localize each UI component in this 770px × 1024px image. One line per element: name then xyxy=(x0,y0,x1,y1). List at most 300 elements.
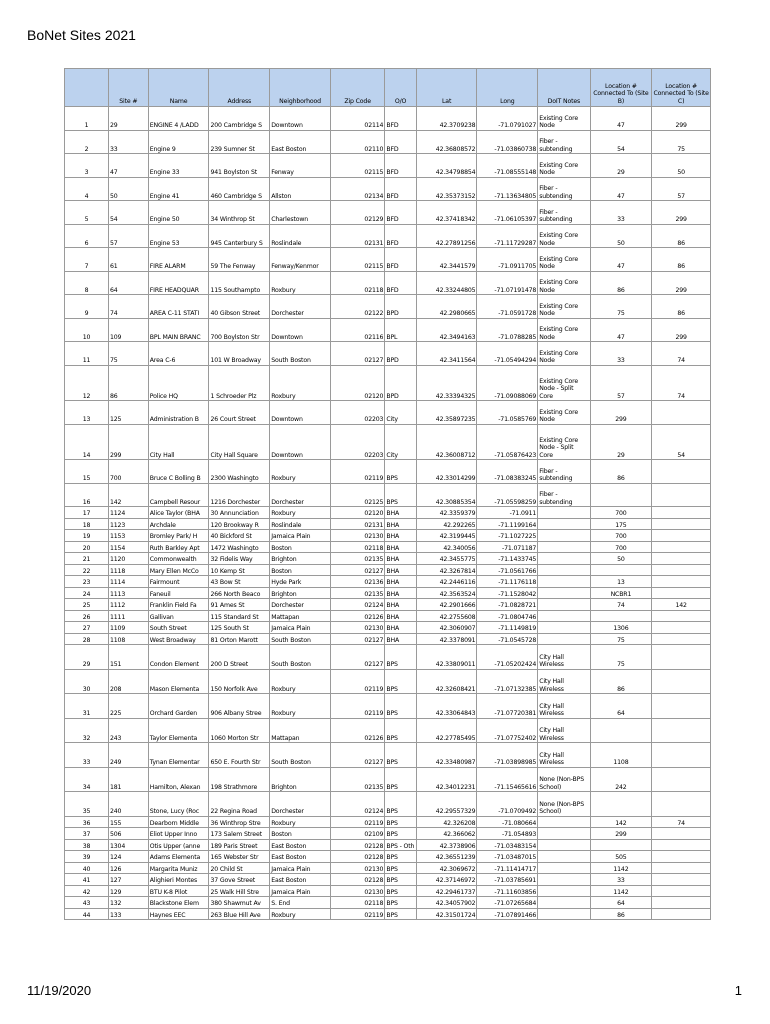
table-cell: 50 xyxy=(590,224,652,248)
table-cell: 02130 xyxy=(330,622,384,634)
table-cell: City Hall xyxy=(148,424,209,460)
table-cell: Fairmount xyxy=(148,576,209,588)
table-cell: 127 xyxy=(108,874,148,886)
table-cell: 1123 xyxy=(108,518,148,530)
table-cell: 02135 xyxy=(330,553,384,565)
table-row xyxy=(65,576,711,588)
table-cell xyxy=(652,839,711,851)
table-cell: -71.08383245 xyxy=(477,460,538,484)
table-cell: Brighton xyxy=(270,553,331,565)
table-cell: 945 Canterbury S xyxy=(209,224,270,248)
table-cell: 1109 xyxy=(108,622,148,634)
table-cell xyxy=(590,839,652,851)
table-cell: 32 Fidelis Way xyxy=(209,553,270,565)
table-cell: 24 xyxy=(65,587,109,599)
table-cell xyxy=(652,564,711,576)
table-cell: BHA xyxy=(385,610,416,622)
table-cell: 42.37418342 xyxy=(416,201,477,225)
table-cell: 64 xyxy=(108,271,148,295)
table-row xyxy=(65,154,711,178)
table-cell: City Hall Wireless xyxy=(538,694,590,719)
table-cell xyxy=(652,874,711,886)
table-cell: 40 Gibson Street xyxy=(209,295,270,319)
table-cell xyxy=(538,541,590,553)
table-cell: Fenway/Kenmor xyxy=(270,248,331,272)
table-cell xyxy=(538,816,590,828)
table-cell: 02127 xyxy=(330,633,384,645)
table-cell: BPS xyxy=(385,908,416,920)
table-cell: Taylor Elementa xyxy=(148,718,209,743)
table-cell: 02119 xyxy=(330,460,384,484)
table-cell: 200 D Street xyxy=(209,645,270,670)
table-cell: 142 xyxy=(652,599,711,611)
table-cell: 86 xyxy=(590,908,652,920)
table-cell: 86 xyxy=(108,365,148,401)
table-cell xyxy=(652,518,711,530)
table-cell: Downtown xyxy=(270,107,331,131)
table-cell xyxy=(538,518,590,530)
table-cell: -71.1149819 xyxy=(477,622,538,634)
table-cell: BPS - Oth xyxy=(385,839,416,851)
table-cell: -71.07191478 xyxy=(477,271,538,295)
table-cell: 42.3199445 xyxy=(416,530,477,542)
column-header: Location # Connected To (Site C) xyxy=(652,69,711,107)
table-cell: 42.3494163 xyxy=(416,318,477,342)
table-cell: -71.08555148 xyxy=(477,154,538,178)
table-cell xyxy=(538,874,590,886)
table-cell: 02126 xyxy=(330,610,384,622)
table-cell: -71.07265684 xyxy=(477,897,538,909)
table-cell: 75 xyxy=(590,633,652,645)
table-cell: 299 xyxy=(590,401,652,425)
column-header: Neighborhood xyxy=(270,69,331,107)
table-cell: 32 xyxy=(65,718,109,743)
table-cell: 1113 xyxy=(108,587,148,599)
table-cell: Existing Core Node xyxy=(538,318,590,342)
table-cell: 42.3709238 xyxy=(416,107,477,131)
table-cell xyxy=(590,610,652,622)
table-cell: BPL MAIN BRANC xyxy=(148,318,209,342)
table-cell: BHA xyxy=(385,553,416,565)
table-cell: 86 xyxy=(652,295,711,319)
table-cell: BTU K-8 Pilot xyxy=(148,885,209,897)
footer-page-number: 1 xyxy=(734,983,742,998)
table-cell: -71.11603856 xyxy=(477,885,538,897)
table-cell: Fiber - subtending xyxy=(538,130,590,154)
table-cell: 1216 Dorchester xyxy=(209,483,270,507)
table-cell: Faneuil xyxy=(148,587,209,599)
table-cell: 86 xyxy=(590,271,652,295)
table-cell xyxy=(652,669,711,694)
table-cell: -71.1176118 xyxy=(477,576,538,588)
table-cell: 42.3563524 xyxy=(416,587,477,599)
table-cell: Alice Taylor (BHA xyxy=(148,507,209,519)
table-cell: 42.27891256 xyxy=(416,224,477,248)
table-cell: 47 xyxy=(590,107,652,131)
table-cell: BHA xyxy=(385,564,416,576)
table-cell: 15 xyxy=(65,460,109,484)
table-cell: 50 xyxy=(108,177,148,201)
table-cell: 02127 xyxy=(330,743,384,768)
table-cell: 02119 xyxy=(330,669,384,694)
table-cell: 18 xyxy=(65,518,109,530)
table-cell: 30 xyxy=(65,669,109,694)
table-cell: 36 Winthrop Stre xyxy=(209,816,270,828)
table-cell xyxy=(538,587,590,599)
table-cell: 20 xyxy=(65,541,109,553)
table-cell xyxy=(652,885,711,897)
table-cell: 74 xyxy=(652,342,711,366)
table-cell: Downtown xyxy=(270,318,331,342)
table-cell: Otis Upper (anne xyxy=(148,839,209,851)
table-cell: 34 Winthrop St xyxy=(209,201,270,225)
table-row xyxy=(65,107,711,131)
table-cell: Engine 33 xyxy=(148,154,209,178)
table-cell: Engine 50 xyxy=(148,201,209,225)
table-row xyxy=(65,271,711,295)
table-cell xyxy=(652,828,711,840)
table-cell: East Boston xyxy=(270,130,331,154)
table-cell: City Hall Wireless xyxy=(538,669,590,694)
table-cell: 23 xyxy=(65,576,109,588)
table-cell: South Boston xyxy=(270,342,331,366)
table-cell: 20 Child St xyxy=(209,862,270,874)
table-cell xyxy=(538,851,590,863)
table-cell: 249 xyxy=(108,743,148,768)
table-cell: Administration B xyxy=(148,401,209,425)
table-cell: Police HQ xyxy=(148,365,209,401)
table-cell: 02120 xyxy=(330,365,384,401)
table-cell: 33 xyxy=(108,130,148,154)
table-cell: 126 xyxy=(108,862,148,874)
table-cell: 29 xyxy=(590,424,652,460)
table-cell: 240 xyxy=(108,792,148,817)
table-cell: 9 xyxy=(65,295,109,319)
table-cell: 02129 xyxy=(330,201,384,225)
table-cell: BHA xyxy=(385,530,416,542)
table-cell: Roslindale xyxy=(270,518,331,530)
table-cell: 42.3411564 xyxy=(416,342,477,366)
table-cell: 42.366062 xyxy=(416,828,477,840)
table-cell: Stone, Lucy (Roc xyxy=(148,792,209,817)
table-cell: BPS xyxy=(385,874,416,886)
sites-table xyxy=(64,68,711,920)
table-cell: ENGINE 4 /LADD xyxy=(148,107,209,131)
table-row xyxy=(65,541,711,553)
table-cell: 75 xyxy=(108,342,148,366)
table-cell: 181 xyxy=(108,767,148,792)
table-cell: 225 xyxy=(108,694,148,719)
table-cell: 42.33809011 xyxy=(416,645,477,670)
table-row xyxy=(65,874,711,886)
table-cell: BPS xyxy=(385,460,416,484)
table-cell: 64 xyxy=(590,694,652,719)
table-cell: BHA xyxy=(385,622,416,634)
table-cell xyxy=(538,897,590,909)
table-cell: Dorchester xyxy=(270,295,331,319)
table-cell xyxy=(652,530,711,542)
table-cell: 42.3455775 xyxy=(416,553,477,565)
table-cell xyxy=(652,610,711,622)
table-cell xyxy=(652,633,711,645)
table-cell xyxy=(652,401,711,425)
table-cell: Existing Core Node xyxy=(538,154,590,178)
table-cell: Boston xyxy=(270,828,331,840)
table-cell: Campbell Resour xyxy=(148,483,209,507)
table-cell: East Boston xyxy=(270,851,331,863)
table-row xyxy=(65,851,711,863)
footer-date: 11/19/2020 xyxy=(27,983,92,998)
table-cell: 86 xyxy=(590,460,652,484)
table-cell: BFD xyxy=(385,201,416,225)
table-cell: 42.3267814 xyxy=(416,564,477,576)
table-cell: 44 xyxy=(65,908,109,920)
table-cell xyxy=(538,610,590,622)
table-cell: 5 xyxy=(65,201,109,225)
table-cell: 42.2446116 xyxy=(416,576,477,588)
table-cell: FIRE ALARM xyxy=(148,248,209,272)
table-cell xyxy=(538,553,590,565)
table-row xyxy=(65,839,711,851)
table-cell: Mary Ellen McCo xyxy=(148,564,209,576)
table-cell: East Boston xyxy=(270,874,331,886)
table-cell: 42.3441579 xyxy=(416,248,477,272)
table-cell: Hyde Park xyxy=(270,576,331,588)
table-cell: 74 xyxy=(652,816,711,828)
table-row xyxy=(65,897,711,909)
table-cell: 37 xyxy=(65,828,109,840)
table-row xyxy=(65,610,711,622)
table-cell: 6 xyxy=(65,224,109,248)
table-cell: 37 Gove Street xyxy=(209,874,270,886)
column-header: Zip Code xyxy=(330,69,384,107)
table-cell: 42.2755608 xyxy=(416,610,477,622)
table-row xyxy=(65,424,711,460)
table-cell: 189 Paris Street xyxy=(209,839,270,851)
table-cell: -71.05598259 xyxy=(477,483,538,507)
table-cell: 42.292265 xyxy=(416,518,477,530)
table-row xyxy=(65,862,711,874)
table-cell: 02118 xyxy=(330,541,384,553)
table-cell: -71.03898985 xyxy=(477,743,538,768)
table-cell xyxy=(652,792,711,817)
table-row xyxy=(65,177,711,201)
table-cell: -71.1433745 xyxy=(477,553,538,565)
table-cell: 47 xyxy=(590,318,652,342)
table-cell: Orchard Garden xyxy=(148,694,209,719)
table-cell: 42.36008712 xyxy=(416,424,477,460)
table-cell: West Broadway xyxy=(148,633,209,645)
table-cell: 42.3060907 xyxy=(416,622,477,634)
table-cell: NCBR1 xyxy=(590,587,652,599)
table-cell: -71.06105397 xyxy=(477,201,538,225)
table-cell: Roxbury xyxy=(270,460,331,484)
table-cell: 28 xyxy=(65,633,109,645)
table-cell: Eliot Upper Inno xyxy=(148,828,209,840)
table-cell: 42.32608421 xyxy=(416,669,477,694)
table-cell: -71.0804746 xyxy=(477,610,538,622)
table-cell: Jamaica Plain xyxy=(270,885,331,897)
table-cell: 12 xyxy=(65,365,109,401)
table-cell: Fiber - subtending xyxy=(538,177,590,201)
table-cell: Existing Core Node xyxy=(538,107,590,131)
table-cell xyxy=(652,576,711,588)
table-cell: 14 xyxy=(65,424,109,460)
table-cell: 299 xyxy=(652,201,711,225)
table-cell xyxy=(652,541,711,553)
table-cell: Bruce C Bolling B xyxy=(148,460,209,484)
table-cell: BHA xyxy=(385,507,416,519)
table-cell: Existing Core Node xyxy=(538,271,590,295)
table-row xyxy=(65,633,711,645)
table-cell: BPD xyxy=(385,365,416,401)
table-cell: 700 Boylston Str xyxy=(209,318,270,342)
table-cell: -71.09088069 xyxy=(477,365,538,401)
column-header: Site # xyxy=(108,69,148,107)
table-row xyxy=(65,365,711,401)
table-cell: 700 xyxy=(590,507,652,519)
table-cell: 1142 xyxy=(590,862,652,874)
table-cell: Existing Core Node - Split Core xyxy=(538,365,590,401)
table-cell: 941 Boylston St xyxy=(209,154,270,178)
table-cell: -71.05494294 xyxy=(477,342,538,366)
table-cell: BFD xyxy=(385,177,416,201)
table-cell: Condon Element xyxy=(148,645,209,670)
table-cell: South Boston xyxy=(270,743,331,768)
table-cell: 42.34012231 xyxy=(416,767,477,792)
table-cell: 25 Walk Hill Stre xyxy=(209,885,270,897)
table-cell xyxy=(652,767,711,792)
table-cell: 1154 xyxy=(108,541,148,553)
table-cell: None (Non-BPS School) xyxy=(538,767,590,792)
table-cell: City Hall Square xyxy=(209,424,270,460)
table-cell: 42.34798854 xyxy=(416,154,477,178)
table-cell: BFD xyxy=(385,224,416,248)
table-cell xyxy=(538,885,590,897)
column-header: DoIT Notes xyxy=(538,69,590,107)
table-cell: 1472 Washingto xyxy=(209,541,270,553)
table-cell: 208 xyxy=(108,669,148,694)
table-cell: -71.0911 xyxy=(477,507,538,519)
table-cell: 02130 xyxy=(330,885,384,897)
table-cell: -71.15465616 xyxy=(477,767,538,792)
table-row xyxy=(65,224,711,248)
table-cell: 3 xyxy=(65,154,109,178)
table-cell: Fenway xyxy=(270,154,331,178)
table-cell: 29 xyxy=(590,154,652,178)
table-cell: 42.35373152 xyxy=(416,177,477,201)
table-cell: 40 Bickford St xyxy=(209,530,270,542)
table-cell: City Hall Wireless xyxy=(538,743,590,768)
table-cell xyxy=(590,792,652,817)
table-cell: -71.07720381 xyxy=(477,694,538,719)
table-cell: 132 xyxy=(108,897,148,909)
table-row xyxy=(65,828,711,840)
table-cell: 1 Schroeder Plz xyxy=(209,365,270,401)
table-cell: Margarita Muniz xyxy=(148,862,209,874)
table-cell: 02128 xyxy=(330,874,384,886)
table-cell: -71.11729287 xyxy=(477,224,538,248)
table-cell: 02131 xyxy=(330,224,384,248)
table-cell: BHA xyxy=(385,633,416,645)
table-cell: 02128 xyxy=(330,839,384,851)
table-cell: -71.0791027 xyxy=(477,107,538,131)
table-cell: 22 xyxy=(65,564,109,576)
table-cell: 02114 xyxy=(330,107,384,131)
table-cell: -71.0709492 xyxy=(477,792,538,817)
table-cell: Mattapan xyxy=(270,610,331,622)
table-cell: -71.03483154 xyxy=(477,839,538,851)
table-cell: BPL xyxy=(385,318,416,342)
table-cell: 198 Strathmore xyxy=(209,767,270,792)
table-cell: -71.1027225 xyxy=(477,530,538,542)
table-cell: 57 xyxy=(652,177,711,201)
table-cell xyxy=(538,622,590,634)
table-cell: BFD xyxy=(385,271,416,295)
table-cell: Archdale xyxy=(148,518,209,530)
table-cell: BHA xyxy=(385,599,416,611)
table-cell: 1114 xyxy=(108,576,148,588)
table-cell: -71.071187 xyxy=(477,541,538,553)
table-cell: Brighton xyxy=(270,587,331,599)
table-cell: 299 xyxy=(652,318,711,342)
table-cell: 75 xyxy=(590,295,652,319)
table-cell: -71.07891466 xyxy=(477,908,538,920)
table-cell: S. End xyxy=(270,897,331,909)
table-cell: 700 xyxy=(590,541,652,553)
table-cell: 59 The Fenway xyxy=(209,248,270,272)
table-cell: 33 xyxy=(590,342,652,366)
table-cell: 57 xyxy=(108,224,148,248)
table-cell: 175 xyxy=(590,518,652,530)
table-cell: 26 Court Street xyxy=(209,401,270,425)
table-row xyxy=(65,669,711,694)
table-row xyxy=(65,553,711,565)
table-cell xyxy=(590,564,652,576)
table-cell: BFD xyxy=(385,248,416,272)
table-row xyxy=(65,816,711,828)
table-cell: BHA xyxy=(385,576,416,588)
table-cell: 42.33480987 xyxy=(416,743,477,768)
table-cell: -71.13634805 xyxy=(477,177,538,201)
table-row xyxy=(65,248,711,272)
table-cell: Engine 41 xyxy=(148,177,209,201)
table-cell: Roxbury xyxy=(270,507,331,519)
table-row xyxy=(65,483,711,507)
table-cell: 200 Cambridge S xyxy=(209,107,270,131)
table-cell: City xyxy=(385,401,416,425)
table-cell: -71.1528042 xyxy=(477,587,538,599)
table-cell: BPS xyxy=(385,694,416,719)
table-cell: Existing Core Node xyxy=(538,224,590,248)
table-cell xyxy=(538,576,590,588)
table-cell: Dorchester xyxy=(270,599,331,611)
table-cell: 42.37146972 xyxy=(416,874,477,886)
table-cell: 31 xyxy=(65,694,109,719)
table-cell xyxy=(538,839,590,851)
table-cell: Fiber - subtending xyxy=(538,460,590,484)
table-cell: Roxbury xyxy=(270,271,331,295)
table-cell: 239 Sumner St xyxy=(209,130,270,154)
table-cell: BPS xyxy=(385,897,416,909)
table-cell: 02130 xyxy=(330,862,384,874)
table-cell xyxy=(652,645,711,670)
table-cell: 74 xyxy=(652,365,711,401)
table-row xyxy=(65,401,711,425)
table-cell: 02128 xyxy=(330,851,384,863)
table-cell: 1108 xyxy=(108,633,148,645)
table-cell: AREA C-11 STATI xyxy=(148,295,209,319)
